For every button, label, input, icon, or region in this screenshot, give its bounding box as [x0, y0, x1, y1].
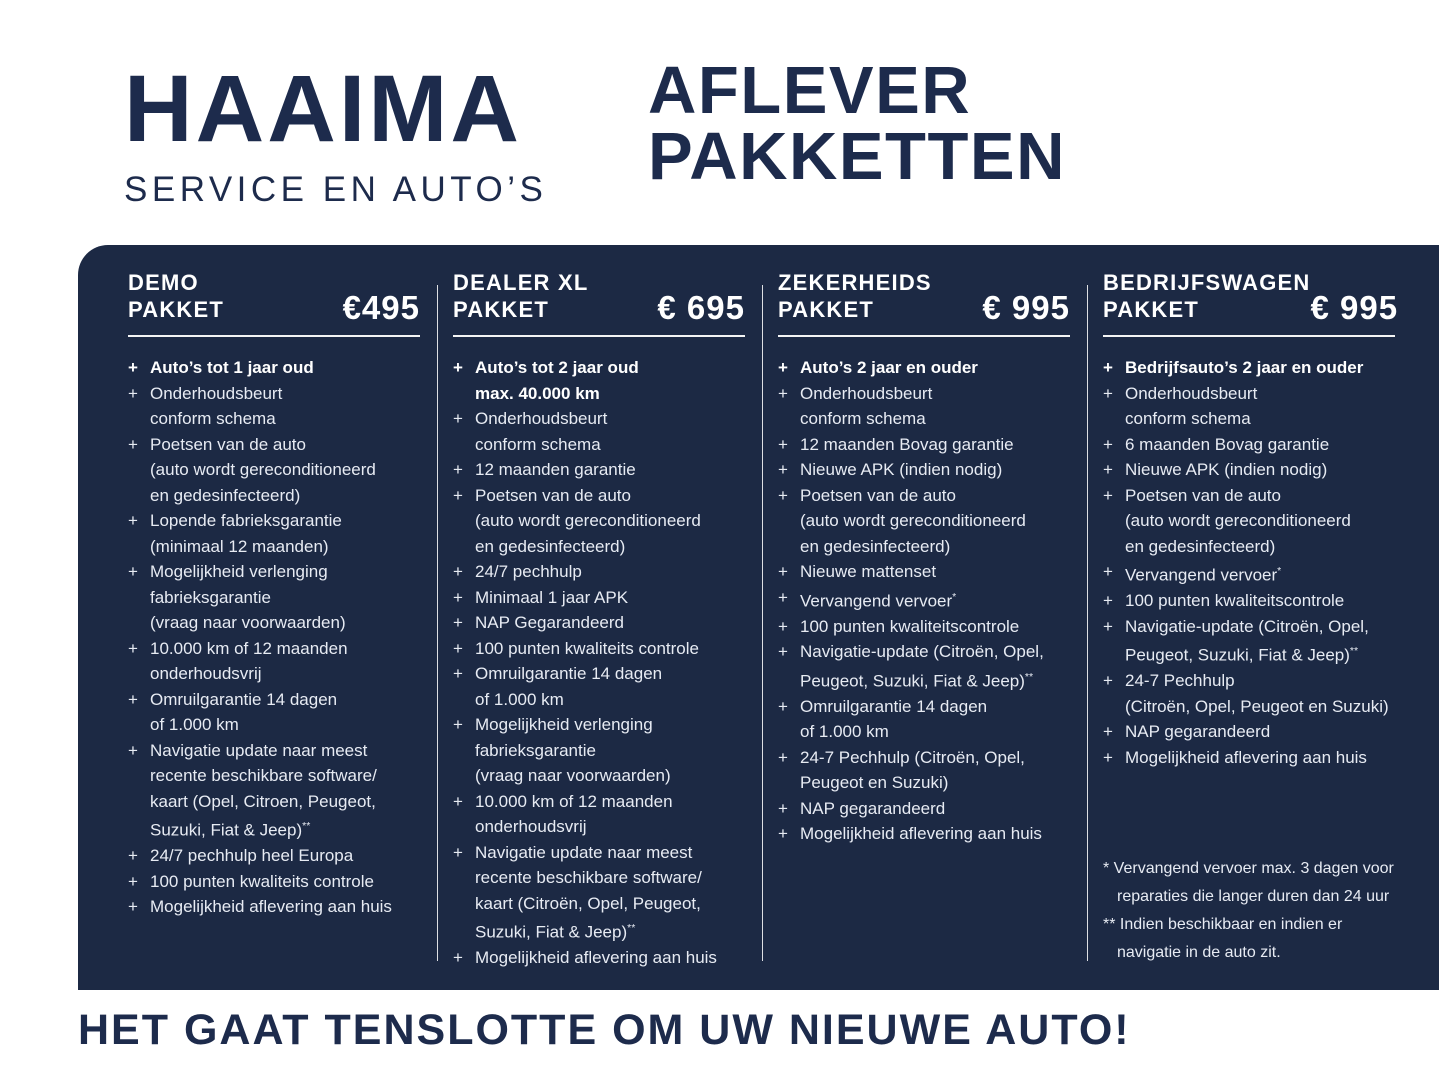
list-item-line: Mogelijkheid aflevering aan huis: [150, 897, 392, 917]
package-header: [128, 269, 420, 326]
list-item-line: conform schema: [150, 409, 276, 428]
list-item-line: NAP gegarandeerd: [800, 798, 946, 818]
header-rule: [1103, 335, 1395, 337]
list-item-line: Navigatie update naar meest: [475, 842, 693, 862]
list-item: [453, 636, 745, 662]
list-item: [128, 869, 420, 895]
list-item-line: Onderhoudsbeurt: [800, 383, 933, 403]
list-item-line: Lopende fabrieksgarantie: [150, 511, 342, 530]
list-item-line: NAP Gegarandeerd: [475, 613, 625, 632]
plus-bullet-icon: +: [128, 562, 138, 581]
page-title-line-1: AFLEVER: [648, 53, 972, 128]
list-item: [453, 661, 745, 712]
plus-bullet-icon: +: [128, 846, 138, 866]
list-item: [1103, 745, 1395, 771]
list-item-line: 6 maanden Bovag garantie: [1125, 434, 1330, 454]
footnotes: [1103, 855, 1394, 967]
list-item-line: 24/7 pechhulp heel Europa: [150, 846, 354, 866]
plus-bullet-icon: +: [128, 638, 138, 658]
list-item-line: 100 punten kwaliteitscontrole: [1125, 591, 1345, 611]
list-item-line: fabrieksgarantie: [475, 740, 596, 760]
list-item-line: Navigatie update naar meest: [150, 740, 368, 760]
list-item: [453, 610, 745, 636]
plus-bullet-icon: +: [1103, 591, 1113, 611]
superscript-asterisk: *: [952, 590, 957, 603]
list-item: [1103, 381, 1395, 432]
list-item-line: conform schema: [800, 409, 926, 428]
superscript-asterisk: **: [1024, 670, 1034, 683]
list-item: [128, 432, 420, 509]
list-item: [778, 457, 1070, 483]
package-name-line: PAKKET: [128, 297, 225, 322]
header-rule: [778, 335, 1070, 337]
list-item: [1103, 559, 1395, 588]
list-item-line: Poetsen van de auto: [475, 485, 631, 505]
list-item-line: kaart (Opel, Citroen, Peugeot,: [150, 791, 376, 811]
plus-bullet-icon: +: [453, 638, 463, 658]
plus-bullet-icon: +: [453, 664, 463, 683]
plus-bullet-icon: +: [1103, 383, 1113, 403]
list-item-line: Poetsen van de auto: [800, 485, 956, 505]
package-name-line: PAKKET: [778, 297, 875, 322]
package-price: € 995: [1310, 289, 1399, 326]
plus-bullet-icon: +: [128, 358, 138, 377]
list-item: [1103, 483, 1395, 560]
plus-bullet-icon: +: [778, 460, 788, 479]
package-feature-list: [1103, 355, 1395, 770]
list-item: [453, 712, 745, 789]
list-item-line: max. 40.000 km: [475, 383, 600, 403]
list-item-line: conform schema: [1125, 409, 1251, 428]
brand-name: HAAIMA: [124, 56, 522, 162]
list-item: [453, 483, 745, 560]
list-item-line: Mogelijkheid verlenging: [150, 562, 328, 581]
plus-bullet-icon: +: [778, 587, 788, 607]
package-name-line: DEALER XL: [453, 270, 589, 295]
package-name-line: DEMO: [128, 270, 199, 295]
list-item-line: Omruilgarantie 14 dagen: [150, 689, 338, 709]
package-header: [778, 269, 1070, 326]
package-price: €495: [342, 289, 420, 326]
plus-bullet-icon: +: [778, 696, 788, 716]
plus-bullet-icon: +: [778, 747, 788, 767]
package-feature-list: [778, 355, 1070, 847]
list-item-line: of 1.000 km: [475, 689, 564, 709]
list-item-line: Vervangend vervoer*: [800, 590, 957, 611]
plus-bullet-icon: +: [1103, 562, 1113, 581]
list-item-line: Peugeot en Suzuki): [800, 773, 949, 793]
list-item-line: en gedesinfecteerd): [475, 536, 626, 556]
plus-bullet-icon: +: [1103, 671, 1113, 691]
footnote-line: reparaties die langer duren dan 24 uur: [1117, 888, 1390, 905]
list-item: [1103, 719, 1395, 745]
list-item: [453, 945, 745, 971]
list-item-line: en gedesinfecteerd): [1125, 536, 1276, 556]
list-item-line: Onderhoudsbeurt: [150, 383, 283, 403]
list-item-line: onderhoudsvrij: [150, 664, 262, 683]
plus-bullet-icon: +: [128, 383, 138, 403]
list-item-line: Auto’s tot 2 jaar oud: [475, 358, 639, 377]
package-name-line: BEDRIJFSWAGEN: [1103, 270, 1311, 295]
plus-bullet-icon: +: [778, 798, 788, 818]
list-item: [128, 894, 420, 920]
list-item: [128, 508, 420, 559]
list-item-line: Minimaal 1 jaar APK: [475, 587, 629, 607]
list-item: [128, 687, 420, 738]
list-item-line: Nieuwe APK (indien nodig): [1125, 460, 1328, 479]
list-item-line: Suzuki, Fiat & Jeep)**: [150, 820, 311, 840]
list-item: [453, 406, 745, 457]
list-item-line: conform schema: [475, 434, 601, 454]
list-item-line: recente beschikbare software/: [475, 868, 702, 887]
plus-bullet-icon: +: [1103, 358, 1113, 377]
package-name: [453, 269, 588, 323]
list-item: [778, 639, 1070, 694]
plus-bullet-icon: +: [453, 562, 463, 581]
header-rule: [128, 335, 420, 337]
list-item-line: Omruilgarantie 14 dagen: [475, 664, 663, 683]
list-item-line: 100 punten kwaliteits controle: [475, 638, 699, 658]
package-name: [128, 269, 224, 323]
list-item: [778, 483, 1070, 560]
plus-bullet-icon: +: [453, 358, 463, 377]
list-item: [453, 585, 745, 611]
plus-bullet-icon: +: [1103, 485, 1113, 505]
list-item-line: 12 maanden garantie: [475, 460, 636, 479]
package-name-line: ZEKERHEIDS: [778, 270, 932, 295]
list-item: [778, 559, 1070, 585]
plus-bullet-icon: +: [128, 897, 138, 917]
plus-bullet-icon: +: [453, 791, 463, 811]
list-item-line: Navigatie-update (Citroën, Opel,: [1125, 616, 1369, 636]
list-item: [128, 738, 420, 844]
footnote-line: * Vervangend vervoer max. 3 dagen voor: [1103, 860, 1394, 877]
list-item: [128, 559, 420, 636]
list-item-line: 24/7 pechhulp: [475, 562, 582, 581]
list-item: [778, 694, 1070, 745]
list-item: [778, 355, 1070, 381]
plus-bullet-icon: +: [453, 842, 463, 862]
list-item-line: Peugeot, Suzuki, Fiat & Jeep)**: [1125, 645, 1359, 665]
plus-bullet-icon: +: [453, 613, 463, 632]
package-column-2: [453, 269, 745, 971]
list-item-line: (vraag naar voorwaarden): [150, 613, 346, 632]
plus-bullet-icon: +: [778, 642, 788, 662]
list-item-line: NAP gegarandeerd: [1125, 722, 1271, 742]
plus-bullet-icon: +: [453, 715, 463, 734]
list-item-line: Suzuki, Fiat & Jeep)**: [475, 922, 636, 942]
list-item: [778, 745, 1070, 796]
list-item-line: Onderhoudsbeurt: [1125, 383, 1258, 403]
list-item-line: Mogelijkheid aflevering aan huis: [475, 948, 717, 968]
list-item: [1103, 432, 1395, 458]
plus-bullet-icon: +: [778, 616, 788, 636]
list-item-line: Omruilgarantie 14 dagen: [800, 696, 988, 716]
list-item-line: (minimaal 12 maanden): [150, 536, 329, 556]
list-item: [778, 432, 1070, 458]
plus-bullet-icon: +: [453, 587, 463, 607]
package-name-line: PAKKET: [1103, 297, 1200, 322]
list-item-line: Bedrijfsauto’s 2 jaar en ouder: [1125, 358, 1364, 377]
plus-bullet-icon: +: [778, 485, 788, 505]
list-item: [128, 381, 420, 432]
list-item-line: 12 maanden Bovag garantie: [800, 434, 1014, 454]
list-item-line: Nieuwe mattenset: [800, 562, 937, 581]
list-item-line: Auto’s tot 1 jaar oud: [150, 358, 314, 377]
list-item: [778, 585, 1070, 614]
list-item-line: Poetsen van de auto: [1125, 485, 1281, 505]
plus-bullet-icon: +: [453, 485, 463, 505]
package-header: [1103, 269, 1399, 326]
plus-bullet-icon: +: [128, 511, 138, 530]
plus-bullet-icon: +: [128, 689, 138, 709]
footnote-line: ** Indien beschikbaar en indien er: [1103, 916, 1343, 933]
list-item: [453, 789, 745, 840]
list-item: [778, 381, 1070, 432]
list-item: [778, 821, 1070, 847]
package-price: € 695: [657, 289, 745, 326]
superscript-asterisk: **: [1349, 645, 1359, 658]
column-divider: [762, 285, 763, 961]
list-item-line: 10.000 km of 12 maanden: [150, 638, 348, 658]
package-feature-list: [453, 355, 745, 971]
package-name: [778, 269, 932, 323]
plus-bullet-icon: +: [778, 434, 788, 454]
column-divider: [437, 285, 438, 961]
list-item-line: 100 punten kwaliteits controle: [150, 871, 374, 891]
package-column-1: [128, 269, 420, 920]
list-item-line: (vraag naar voorwaarden): [475, 766, 671, 785]
list-item-line: Peugeot, Suzuki, Fiat & Jeep)**: [800, 670, 1034, 691]
package-column-3: [778, 269, 1070, 847]
plus-bullet-icon: +: [128, 740, 138, 760]
brand-tagline: SERVICE EN AUTO’S: [124, 170, 548, 209]
list-item-line: 24-7 Pechhulp (Citroën, Opel,: [800, 747, 1025, 767]
list-item: [453, 840, 745, 946]
plus-bullet-icon: +: [1103, 460, 1113, 479]
superscript-asterisk: **: [302, 820, 311, 832]
list-item: [1103, 457, 1395, 483]
plus-bullet-icon: +: [778, 562, 788, 581]
list-item-line: (auto wordt gereconditioneerd: [1125, 511, 1351, 530]
plus-bullet-icon: +: [453, 409, 463, 428]
list-item: [1103, 668, 1395, 719]
plus-bullet-icon: +: [1103, 747, 1113, 767]
list-item-line: 24-7 Pechhulp: [1125, 671, 1235, 691]
list-item-line: 100 punten kwaliteitscontrole: [800, 616, 1020, 636]
list-item: [778, 614, 1070, 640]
package-name-line: PAKKET: [453, 297, 550, 322]
page-title: [648, 53, 1066, 194]
page-title-line-2: PAKKETTEN: [648, 119, 1066, 194]
header-rule: [453, 335, 745, 337]
plus-bullet-icon: +: [128, 434, 138, 454]
list-item-line: Navigatie-update (Citroën, Opel,: [800, 642, 1044, 662]
list-item-line: Mogelijkheid verlenging: [475, 715, 653, 734]
list-item: [778, 796, 1070, 822]
superscript-asterisk: *: [1277, 565, 1282, 577]
list-item-line: Mogelijkheid aflevering aan huis: [800, 824, 1042, 844]
list-item: [453, 355, 745, 406]
list-item: [128, 636, 420, 687]
list-item-line: Nieuwe APK (indien nodig): [800, 460, 1003, 479]
list-item: [1103, 588, 1395, 614]
package-name: [1103, 269, 1311, 323]
list-item: [1103, 355, 1395, 381]
list-item-line: Auto’s 2 jaar en ouder: [800, 358, 978, 377]
list-item-line: (Citroën, Opel, Peugeot en Suzuki): [1125, 696, 1389, 716]
plus-bullet-icon: +: [453, 948, 463, 968]
list-item-line: en gedesinfecteerd): [800, 536, 951, 556]
list-item-line: Onderhoudsbeurt: [475, 409, 608, 428]
plus-bullet-icon: +: [1103, 722, 1113, 742]
list-item-line: (auto wordt gereconditioneerd: [800, 511, 1026, 530]
plus-bullet-icon: +: [1103, 434, 1113, 454]
plus-bullet-icon: +: [778, 358, 788, 377]
list-item-line: fabrieksgarantie: [150, 587, 271, 607]
list-item-line: onderhoudsvrij: [475, 817, 587, 836]
packages-panel: [78, 245, 1439, 990]
list-item-line: (auto wordt gereconditioneerd: [150, 460, 376, 479]
footer-tagline: HET GAAT TENSLOTTE OM UW NIEUWE AUTO!: [78, 1006, 1131, 1054]
brand-logo: [124, 56, 548, 210]
package-header: [453, 269, 745, 326]
list-item: [128, 843, 420, 869]
list-item-line: recente beschikbare software/: [150, 766, 377, 785]
list-item: [128, 355, 420, 381]
plus-bullet-icon: +: [128, 871, 138, 891]
list-item-line: en gedesinfecteerd): [150, 485, 301, 505]
list-item-line: Poetsen van de auto: [150, 434, 306, 454]
package-price: € 995: [982, 289, 1070, 326]
list-item-line: of 1.000 km: [800, 722, 889, 742]
plus-bullet-icon: +: [778, 383, 788, 403]
list-item: [453, 457, 745, 483]
footnote-line: navigatie in de auto zit.: [1117, 944, 1281, 961]
list-item-line: Mogelijkheid aflevering aan huis: [1125, 747, 1367, 767]
list-item-line: (auto wordt gereconditioneerd: [475, 511, 701, 530]
list-item-line: of 1.000 km: [150, 715, 239, 734]
list-item-line: Vervangend vervoer*: [1125, 565, 1282, 585]
package-feature-list: [128, 355, 420, 920]
column-divider: [1087, 285, 1088, 961]
list-item: [1103, 614, 1395, 669]
package-column-4: [1103, 269, 1399, 770]
plus-bullet-icon: +: [453, 460, 463, 479]
list-item: [453, 559, 745, 585]
list-item-line: 10.000 km of 12 maanden: [475, 791, 673, 811]
plus-bullet-icon: +: [778, 824, 788, 844]
list-item-line: kaart (Citroën, Opel, Peugeot,: [475, 893, 701, 913]
superscript-asterisk: **: [627, 922, 636, 934]
plus-bullet-icon: +: [1103, 616, 1113, 636]
